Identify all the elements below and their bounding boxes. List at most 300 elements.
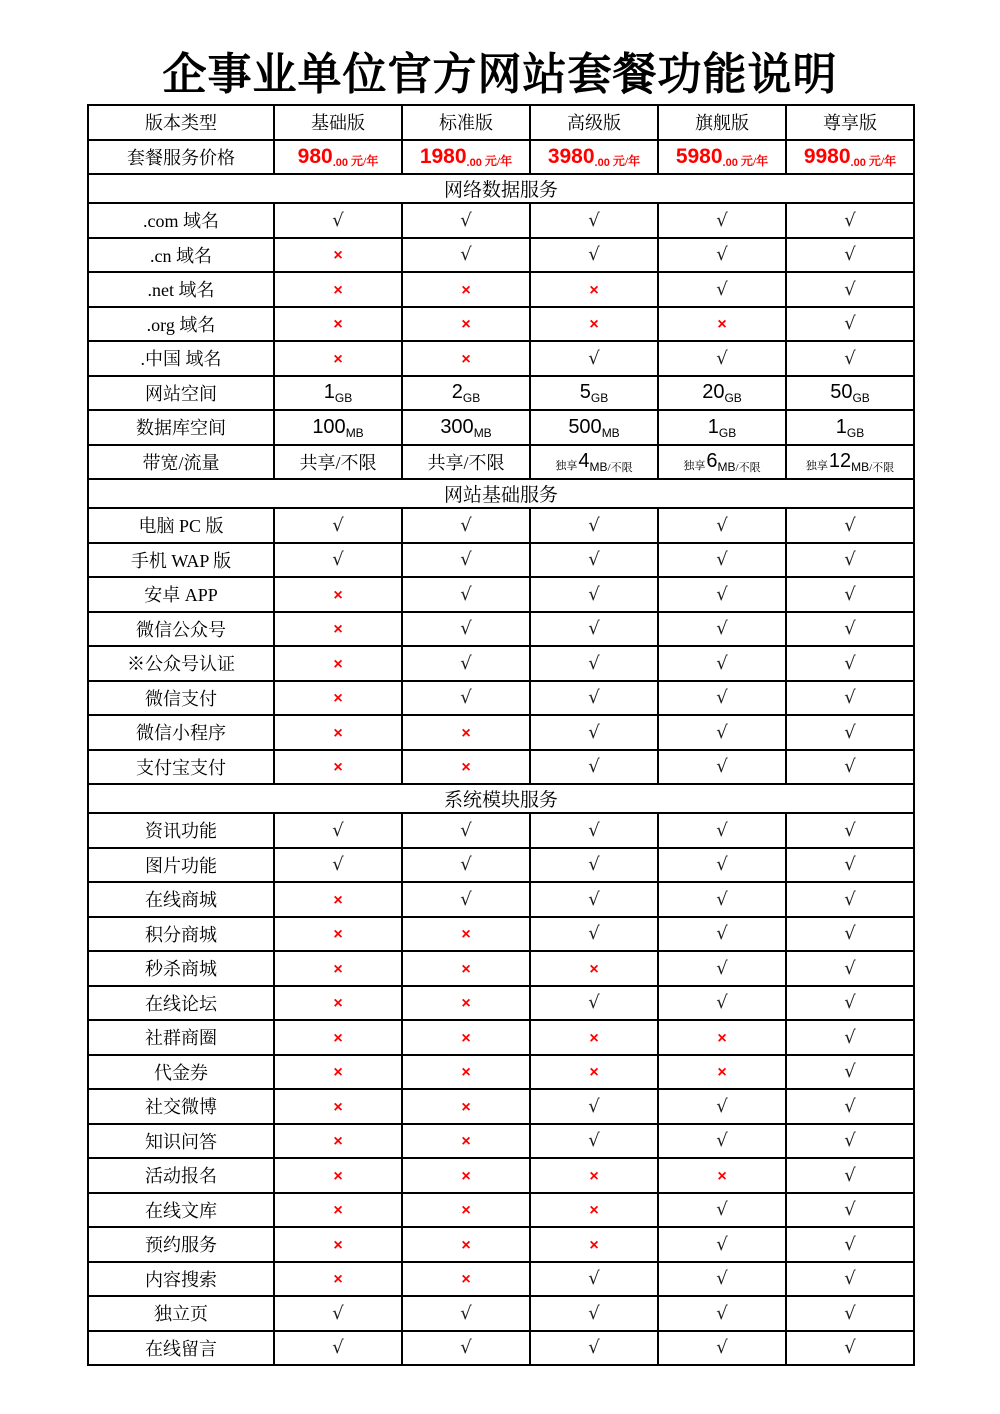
check-mark: √ bbox=[844, 721, 856, 743]
check-mark: √ bbox=[716, 819, 728, 841]
feature-row bbox=[88, 1055, 914, 1090]
capacity-unit: GB bbox=[846, 425, 865, 440]
check-mark: √ bbox=[332, 514, 344, 536]
feature-cell bbox=[658, 1296, 786, 1331]
check-mark: √ bbox=[588, 992, 600, 1014]
feature-cell bbox=[658, 646, 786, 681]
feature-cell bbox=[530, 646, 658, 681]
capacity-unit: GB bbox=[724, 391, 742, 406]
check-mark: √ bbox=[588, 854, 600, 876]
feature-label: 手机 WAP 版 bbox=[88, 543, 274, 578]
feature-row bbox=[88, 1158, 914, 1193]
feature-cell bbox=[402, 445, 530, 480]
feature-cell bbox=[658, 882, 786, 917]
feature-label: 社交微博 bbox=[88, 1089, 274, 1124]
check-mark: √ bbox=[844, 756, 856, 778]
check-mark: √ bbox=[716, 347, 728, 369]
capacity-unit: GB bbox=[852, 391, 870, 406]
price-unit: 元/年 bbox=[740, 153, 769, 168]
feature-cell bbox=[530, 1331, 658, 1366]
check-mark: √ bbox=[716, 514, 728, 536]
check-mark: √ bbox=[588, 1130, 600, 1152]
feature-cell bbox=[530, 1158, 658, 1193]
check-mark: √ bbox=[716, 1199, 728, 1221]
feature-cell bbox=[402, 238, 530, 273]
feature-row bbox=[88, 612, 914, 647]
feature-cell bbox=[530, 986, 658, 1021]
check-mark: √ bbox=[460, 652, 472, 674]
header-row bbox=[88, 105, 914, 140]
feature-cell bbox=[658, 1227, 786, 1262]
check-mark: √ bbox=[844, 992, 856, 1014]
check-mark: √ bbox=[844, 819, 856, 841]
edition-header: 标准版 bbox=[402, 105, 530, 140]
check-mark: √ bbox=[844, 1164, 856, 1186]
check-mark: √ bbox=[844, 888, 856, 910]
cross-mark: × bbox=[589, 1167, 599, 1185]
feature-cell bbox=[530, 612, 658, 647]
feature-label: .cn 域名 bbox=[88, 238, 274, 273]
feature-cell bbox=[530, 341, 658, 376]
capacity-number: 20 bbox=[702, 381, 725, 404]
feature-cell bbox=[786, 508, 914, 543]
feature-label: 在线商城 bbox=[88, 882, 274, 917]
check-mark: √ bbox=[716, 549, 728, 571]
cross-mark: × bbox=[589, 316, 599, 334]
feature-cell bbox=[786, 543, 914, 578]
check-mark: √ bbox=[844, 278, 856, 300]
feature-cell bbox=[274, 1055, 402, 1090]
pricing-table-container bbox=[87, 104, 915, 1366]
price-amount: 3980 bbox=[547, 144, 595, 168]
check-mark: √ bbox=[332, 209, 344, 231]
check-mark: √ bbox=[460, 583, 472, 605]
feature-cell bbox=[658, 1124, 786, 1159]
cross-mark: × bbox=[333, 316, 343, 334]
feature-cell bbox=[658, 376, 786, 411]
feature-cell bbox=[402, 1020, 530, 1055]
feature-cell bbox=[658, 307, 786, 342]
price-cell bbox=[274, 140, 402, 175]
price-decimal: .00 bbox=[722, 156, 738, 169]
check-mark: √ bbox=[588, 583, 600, 605]
feature-cell bbox=[658, 917, 786, 952]
check-mark: √ bbox=[588, 618, 600, 640]
cross-mark: × bbox=[717, 1167, 727, 1185]
feature-cell bbox=[658, 445, 786, 480]
version-type-header: 版本类型 bbox=[88, 105, 274, 140]
feature-cell bbox=[274, 1331, 402, 1366]
feature-cell bbox=[530, 917, 658, 952]
check-mark: √ bbox=[460, 1302, 472, 1324]
cross-mark: × bbox=[333, 1271, 343, 1289]
feature-cell bbox=[530, 508, 658, 543]
feature-cell bbox=[274, 612, 402, 647]
feature-row bbox=[88, 1331, 914, 1366]
bandwidth-suffix: /不限 bbox=[607, 462, 633, 475]
check-mark: √ bbox=[844, 652, 856, 674]
check-mark: √ bbox=[588, 1095, 600, 1117]
feature-cell bbox=[402, 1124, 530, 1159]
cross-mark: × bbox=[461, 1133, 471, 1151]
cross-mark: × bbox=[461, 1029, 471, 1047]
check-mark: √ bbox=[460, 854, 472, 876]
feature-cell bbox=[786, 813, 914, 848]
feature-cell bbox=[530, 882, 658, 917]
feature-label: 微信小程序 bbox=[88, 715, 274, 750]
feature-row bbox=[88, 681, 914, 716]
feature-row bbox=[88, 1089, 914, 1124]
feature-cell bbox=[274, 917, 402, 952]
cross-mark: × bbox=[333, 995, 343, 1013]
feature-cell bbox=[530, 445, 658, 480]
feature-cell bbox=[786, 307, 914, 342]
cross-mark: × bbox=[461, 960, 471, 978]
feature-label: 微信支付 bbox=[88, 681, 274, 716]
section-title: 网络数据服务 bbox=[88, 174, 914, 203]
check-mark: √ bbox=[460, 244, 472, 266]
feature-cell bbox=[530, 307, 658, 342]
check-mark: √ bbox=[716, 1233, 728, 1255]
feature-cell bbox=[274, 1262, 402, 1297]
feature-label: .com 域名 bbox=[88, 203, 274, 238]
feature-row bbox=[88, 646, 914, 681]
section-header-row bbox=[88, 174, 914, 203]
capacity-number: 1 bbox=[323, 381, 335, 404]
feature-cell bbox=[274, 1227, 402, 1262]
check-mark: √ bbox=[716, 1130, 728, 1152]
feature-row bbox=[88, 1227, 914, 1262]
feature-cell bbox=[274, 203, 402, 238]
price-decimal: .00 bbox=[466, 156, 482, 169]
bandwidth-prefix: 独享 bbox=[805, 460, 828, 473]
check-mark: √ bbox=[332, 1302, 344, 1324]
feature-cell bbox=[658, 238, 786, 273]
feature-row bbox=[88, 917, 914, 952]
section-header-row bbox=[88, 784, 914, 813]
check-mark: √ bbox=[716, 1268, 728, 1290]
feature-cell bbox=[658, 951, 786, 986]
cross-mark: × bbox=[589, 281, 599, 299]
feature-label: 知识问答 bbox=[88, 1124, 274, 1159]
check-mark: √ bbox=[716, 583, 728, 605]
feature-row bbox=[88, 508, 914, 543]
feature-cell bbox=[786, 1158, 914, 1193]
check-mark: √ bbox=[844, 1337, 856, 1359]
feature-cell bbox=[530, 410, 658, 445]
edition-header: 基础版 bbox=[274, 105, 402, 140]
feature-cell bbox=[274, 848, 402, 883]
feature-label: 电脑 PC 版 bbox=[88, 508, 274, 543]
check-mark: √ bbox=[460, 209, 472, 231]
feature-cell bbox=[402, 917, 530, 952]
price-cell bbox=[402, 140, 530, 175]
feature-cell bbox=[786, 1020, 914, 1055]
edition-header: 尊享版 bbox=[786, 105, 914, 140]
feature-cell bbox=[786, 1296, 914, 1331]
check-mark: √ bbox=[716, 721, 728, 743]
feature-cell bbox=[402, 986, 530, 1021]
capacity-number: 1 bbox=[707, 415, 719, 438]
cross-mark: × bbox=[333, 690, 343, 708]
check-mark: √ bbox=[844, 549, 856, 571]
feature-cell bbox=[530, 1055, 658, 1090]
feature-label: 微信公众号 bbox=[88, 612, 274, 647]
feature-cell bbox=[658, 681, 786, 716]
cell-text: 共享/不限 bbox=[299, 452, 377, 473]
check-mark: √ bbox=[460, 687, 472, 709]
check-mark: √ bbox=[460, 819, 472, 841]
feature-cell bbox=[530, 203, 658, 238]
feature-cell bbox=[402, 612, 530, 647]
check-mark: √ bbox=[588, 1268, 600, 1290]
capacity-number: 12 bbox=[828, 450, 852, 473]
feature-cell bbox=[402, 750, 530, 785]
cross-mark: × bbox=[461, 1098, 471, 1116]
capacity-unit: GB bbox=[590, 391, 609, 406]
feature-cell bbox=[530, 951, 658, 986]
feature-cell bbox=[402, 951, 530, 986]
cross-mark: × bbox=[461, 724, 471, 742]
feature-row bbox=[88, 1193, 914, 1228]
price-decimal: .00 bbox=[850, 156, 866, 169]
feature-cell bbox=[530, 1296, 658, 1331]
feature-cell bbox=[530, 1124, 658, 1159]
feature-cell bbox=[274, 307, 402, 342]
feature-cell bbox=[530, 681, 658, 716]
check-mark: √ bbox=[844, 923, 856, 945]
feature-cell bbox=[402, 813, 530, 848]
feature-label: 秒杀商城 bbox=[88, 951, 274, 986]
feature-cell bbox=[274, 1296, 402, 1331]
feature-cell bbox=[274, 543, 402, 578]
capacity-unit: GB bbox=[462, 391, 481, 406]
feature-cell bbox=[274, 882, 402, 917]
cross-mark: × bbox=[717, 1064, 727, 1082]
feature-label: 预约服务 bbox=[88, 1227, 274, 1262]
capacity-number: 300 bbox=[440, 415, 474, 438]
feature-cell bbox=[530, 1193, 658, 1228]
feature-cell bbox=[530, 1020, 658, 1055]
feature-label: 资讯功能 bbox=[88, 813, 274, 848]
feature-cell bbox=[786, 612, 914, 647]
feature-cell bbox=[658, 1193, 786, 1228]
feature-cell bbox=[786, 376, 914, 411]
feature-cell bbox=[402, 577, 530, 612]
cross-mark: × bbox=[333, 350, 343, 368]
feature-cell bbox=[274, 341, 402, 376]
capacity-number: 500 bbox=[568, 415, 602, 438]
feature-cell bbox=[658, 1158, 786, 1193]
capacity-number: 4 bbox=[578, 450, 590, 473]
feature-cell bbox=[402, 1055, 530, 1090]
page-title: 企事业单位官方网站套餐功能说明 bbox=[162, 50, 838, 99]
feature-label: 独立页 bbox=[88, 1296, 274, 1331]
price-cell bbox=[658, 140, 786, 175]
feature-cell bbox=[402, 1262, 530, 1297]
feature-cell bbox=[402, 203, 530, 238]
check-mark: √ bbox=[844, 687, 856, 709]
feature-cell bbox=[658, 1089, 786, 1124]
feature-row bbox=[88, 882, 914, 917]
feature-label: 活动报名 bbox=[88, 1158, 274, 1193]
capacity-unit: MB bbox=[473, 425, 492, 440]
check-mark: √ bbox=[332, 854, 344, 876]
capacity-number: 6 bbox=[706, 450, 718, 473]
feature-label: .中国 域名 bbox=[88, 341, 274, 376]
check-mark: √ bbox=[716, 957, 728, 979]
feature-label: .net 域名 bbox=[88, 272, 274, 307]
feature-cell bbox=[786, 410, 914, 445]
feature-cell bbox=[274, 445, 402, 480]
feature-cell bbox=[786, 750, 914, 785]
cross-mark: × bbox=[333, 926, 343, 944]
feature-cell bbox=[786, 681, 914, 716]
cross-mark: × bbox=[333, 1133, 343, 1151]
check-mark: √ bbox=[716, 652, 728, 674]
feature-cell bbox=[274, 577, 402, 612]
price-row bbox=[88, 140, 914, 175]
feature-row bbox=[88, 272, 914, 307]
feature-cell bbox=[786, 203, 914, 238]
feature-cell bbox=[786, 882, 914, 917]
feature-cell bbox=[402, 341, 530, 376]
feature-cell bbox=[530, 1262, 658, 1297]
check-mark: √ bbox=[460, 888, 472, 910]
cross-mark: × bbox=[461, 1064, 471, 1082]
cross-mark: × bbox=[333, 1098, 343, 1116]
feature-cell bbox=[402, 307, 530, 342]
cross-mark: × bbox=[461, 1236, 471, 1254]
feature-cell bbox=[658, 986, 786, 1021]
price-amount: 9980 bbox=[803, 144, 851, 168]
feature-cell bbox=[658, 272, 786, 307]
feature-row bbox=[88, 1296, 914, 1331]
cross-mark: × bbox=[333, 1202, 343, 1220]
cross-mark: × bbox=[589, 1236, 599, 1254]
cross-mark: × bbox=[717, 316, 727, 334]
feature-cell bbox=[402, 715, 530, 750]
price-cell bbox=[786, 140, 914, 175]
section-title: 系统模块服务 bbox=[88, 784, 914, 813]
feature-cell bbox=[786, 1055, 914, 1090]
check-mark: √ bbox=[588, 923, 600, 945]
feature-cell bbox=[530, 1227, 658, 1262]
check-mark: √ bbox=[844, 618, 856, 640]
feature-label: 内容搜索 bbox=[88, 1262, 274, 1297]
check-mark: √ bbox=[588, 1302, 600, 1324]
price-unit: 元/年 bbox=[868, 153, 897, 168]
edition-header: 旗舰版 bbox=[658, 105, 786, 140]
feature-row bbox=[88, 543, 914, 578]
cross-mark: × bbox=[333, 281, 343, 299]
check-mark: √ bbox=[716, 923, 728, 945]
feature-cell bbox=[658, 848, 786, 883]
check-mark: √ bbox=[844, 1130, 856, 1152]
feature-cell bbox=[786, 1193, 914, 1228]
price-row-label: 套餐服务价格 bbox=[88, 140, 274, 175]
check-mark: √ bbox=[716, 756, 728, 778]
capacity-unit: GB bbox=[718, 425, 737, 440]
cross-mark: × bbox=[333, 1236, 343, 1254]
price-amount: 5980 bbox=[675, 144, 723, 168]
feature-cell bbox=[274, 1158, 402, 1193]
feature-cell bbox=[658, 750, 786, 785]
feature-row bbox=[88, 813, 914, 848]
check-mark: √ bbox=[460, 1337, 472, 1359]
feature-row bbox=[88, 986, 914, 1021]
cross-mark: × bbox=[461, 281, 471, 299]
feature-cell bbox=[402, 1193, 530, 1228]
check-mark: √ bbox=[716, 209, 728, 231]
cross-mark: × bbox=[717, 1029, 727, 1047]
check-mark: √ bbox=[588, 888, 600, 910]
feature-cell bbox=[530, 238, 658, 273]
capacity-unit: MB bbox=[589, 460, 608, 475]
price-decimal: .00 bbox=[594, 156, 610, 169]
feature-cell bbox=[274, 238, 402, 273]
cross-mark: × bbox=[333, 655, 343, 673]
feature-cell bbox=[786, 1262, 914, 1297]
capacity-number: 1 bbox=[835, 415, 847, 438]
feature-cell bbox=[274, 410, 402, 445]
cross-mark: × bbox=[461, 1167, 471, 1185]
cross-mark: × bbox=[461, 995, 471, 1013]
feature-cell bbox=[274, 951, 402, 986]
feature-row bbox=[88, 307, 914, 342]
bandwidth-suffix: /不限 bbox=[735, 462, 761, 475]
price-amount: 980 bbox=[297, 144, 333, 168]
price-cell bbox=[530, 140, 658, 175]
check-mark: √ bbox=[716, 992, 728, 1014]
check-mark: √ bbox=[844, 244, 856, 266]
feature-label: 带宽/流量 bbox=[88, 445, 274, 480]
feature-row bbox=[88, 238, 914, 273]
check-mark: √ bbox=[844, 583, 856, 605]
capacity-number: 100 bbox=[312, 415, 346, 438]
feature-cell bbox=[402, 410, 530, 445]
feature-label: 在线论坛 bbox=[88, 986, 274, 1021]
feature-cell bbox=[658, 715, 786, 750]
feature-cell bbox=[402, 543, 530, 578]
feature-label: .org 域名 bbox=[88, 307, 274, 342]
feature-cell bbox=[402, 1331, 530, 1366]
price-unit: 元/年 bbox=[351, 153, 379, 168]
price-unit: 元/年 bbox=[612, 153, 641, 168]
feature-cell bbox=[658, 1331, 786, 1366]
feature-label: 网站空间 bbox=[88, 376, 274, 411]
capacity-unit: MB bbox=[601, 425, 620, 440]
feature-label: 在线文库 bbox=[88, 1193, 274, 1228]
feature-cell bbox=[530, 577, 658, 612]
check-mark: √ bbox=[716, 1095, 728, 1117]
check-mark: √ bbox=[716, 888, 728, 910]
feature-label: 积分商城 bbox=[88, 917, 274, 952]
feature-cell bbox=[530, 1089, 658, 1124]
check-mark: √ bbox=[588, 756, 600, 778]
feature-cell bbox=[274, 1124, 402, 1159]
feature-cell bbox=[530, 376, 658, 411]
feature-cell bbox=[786, 272, 914, 307]
cross-mark: × bbox=[589, 1064, 599, 1082]
price-unit: 元/年 bbox=[484, 153, 513, 168]
feature-cell bbox=[658, 508, 786, 543]
check-mark: √ bbox=[844, 347, 856, 369]
feature-cell bbox=[658, 203, 786, 238]
feature-cell bbox=[274, 1193, 402, 1228]
feature-cell bbox=[658, 1262, 786, 1297]
check-mark: √ bbox=[716, 1302, 728, 1324]
